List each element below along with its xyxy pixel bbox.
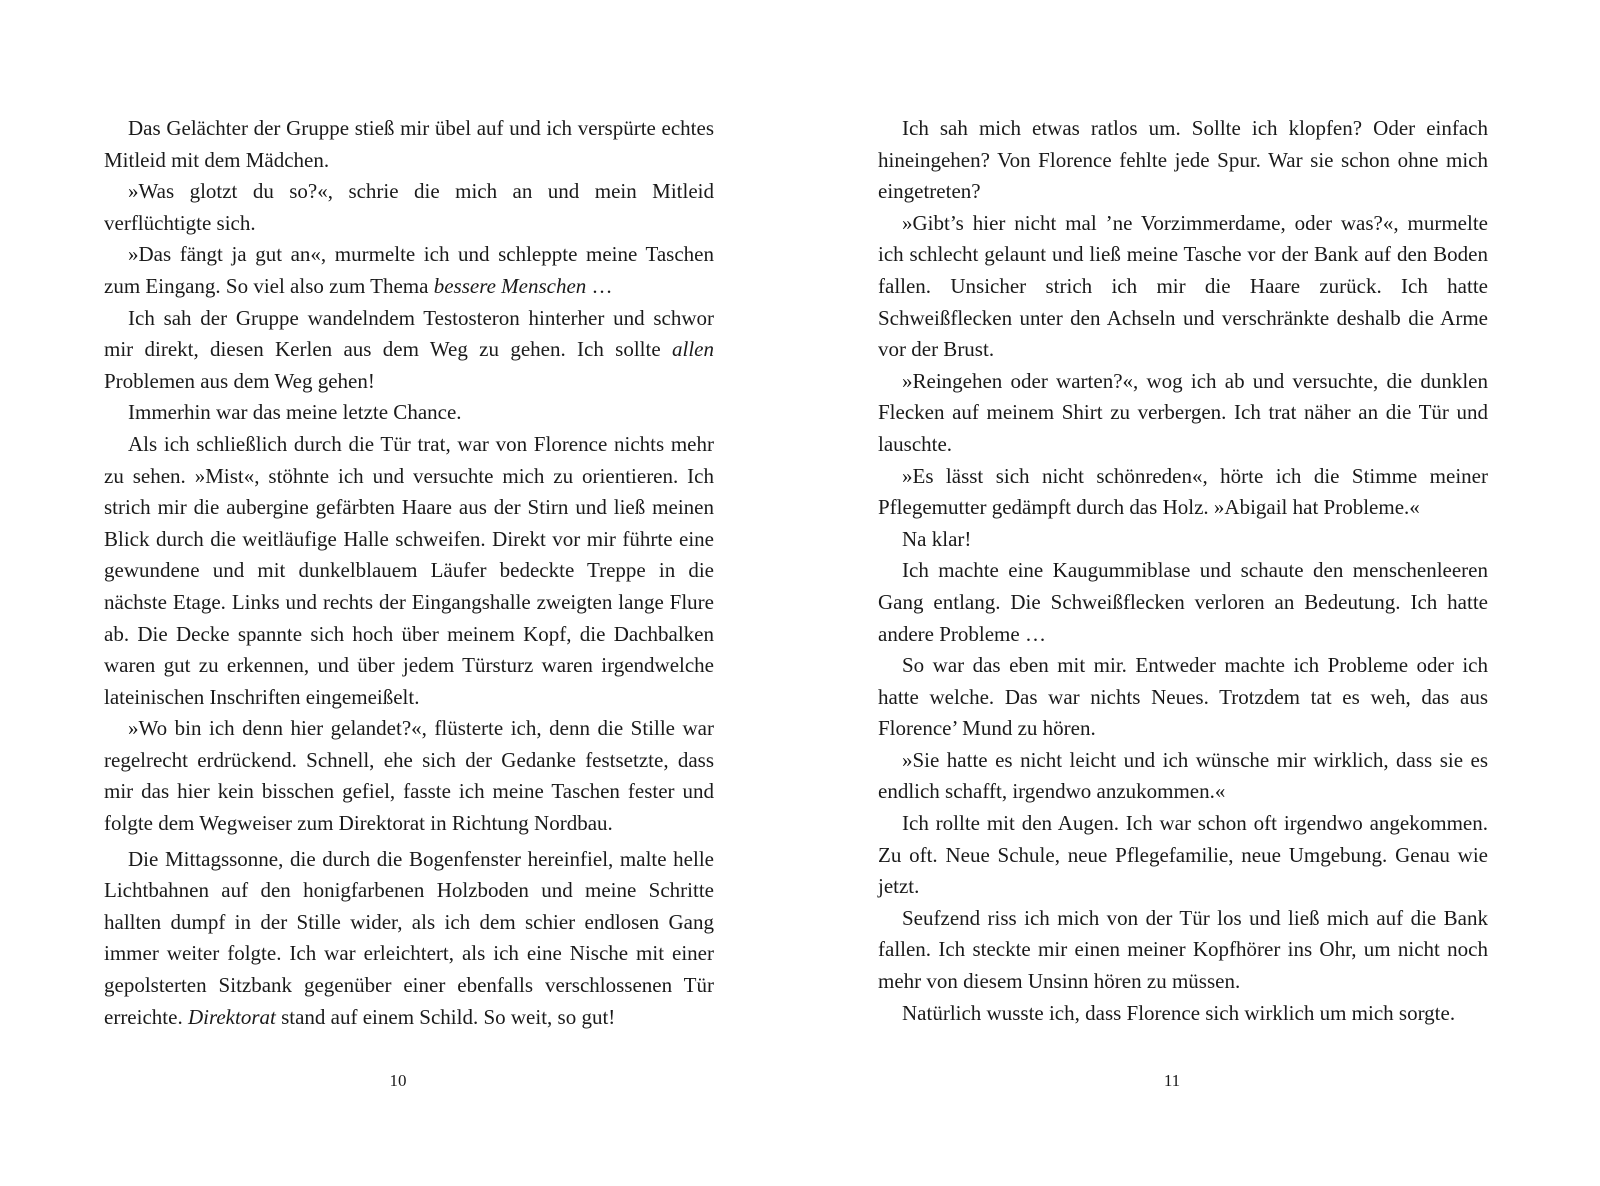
italic-text: allen [672,337,714,362]
paragraph: Die Mittagssonne, die durch die Bogenfenster hereinfiel, malte helle Lichtbahnen auf den honigfarbenen Holzboden und meine Schritte hallten dumpf in der Stille wider, als ich dem schier endlosen Gang immer weiter folgte. Ich war erleichtert, als ich eine Nische mit einer gepolsterten Sitzbank gegenüber einer ebenfalls verschlossenen Tür erreichte. Direktorat stand auf einem Schild. So weit, so gut! [104,846,714,1029]
paragraph: Ich machte eine Kaugummiblase und schaute den menschenleeren Gang entlang. Die Schweißflecken verloren an Bedeutung. Ich hatte andere Probleme … [878,558,1488,646]
paragraph: »Es lässt sich nicht schönreden«, hörte ich die Stimme meiner Pflegemutter gedämpft durch das Holz. »Abigail hat Probleme.« [878,463,1488,520]
paragraph: Ich sah mich etwas ratlos um. Sollte ich klopfen? Oder einfach hineingehen? Von Florence fehlte jede Spur. War sie schon ohne mich eingetreten? [878,116,1488,204]
paragraph: »Wo bin ich denn hier gelandet?«, flüsterte ich, denn die Stille war regelrecht erdrückend. Schnell, ehe sich der Gedanke festsetzte, dass mir das hier kein bisschen gefiel, fasste ich meine Taschen fester und folgte dem Wegweiser zum Direktorat in Richtung Nordbau. [104,716,714,836]
italic-text: bessere Menschen [433,273,587,298]
right-page [800,0,1600,1186]
paragraph: Das Gelächter der Gruppe stieß mir übel auf und ich verspürte echtes Mitleid mit dem Mädchen. [104,116,714,172]
paragraph: »Reingehen oder warten?«, wog ich ab und versuchte, die dunklen Flecken auf meinem Shirt zu verbergen. Ich trat näher an die Tür und lauschte. [878,368,1488,456]
paragraph: »Sie hatte es nicht leicht und ich wünsche mir wirklich, dass sie es endlich schafft, irgendwo anzukommen.« [878,747,1488,804]
paragraph: »Das fängt ja gut an«, murmelte ich und schleppte meine Taschen zum Eingang. So viel also zum Thema bessere Menschen … [104,242,714,298]
paragraph: Immerhin war das meine letzte Chance. [128,400,462,425]
right-page-text [878,113,1488,1029]
page-number: 10 [389,1071,407,1090]
left-page-text [104,113,714,1033]
paragraph: Na klar! [902,526,972,551]
paragraph: Ich rollte mit den Augen. Ich war schon oft irgendwo angekommen. Zu oft. Neue Schule, neue Pflegefamilie, neue Umgebung. Genau wie jetzt. [878,811,1488,899]
paragraph: Ich sah der Gruppe wandelndem Testosteron hinterher und schwor mir direkt, diesen Kerlen aus dem Weg zu gehen. Ich sollte allen Problemen aus dem Weg gehen! [104,305,714,393]
paragraph: Seufzend riss ich mich von der Tür los und ließ mich auf die Bank fallen. Ich steckte mir einen meiner Kopfhörer ins Ohr, um nicht noch mehr von diesem Unsinn hören zu müssen. [878,905,1488,994]
paragraph: Natürlich wusste ich, dass Florence sich wirklich um mich sorgte. [902,1000,1456,1025]
paragraph: »Was glotzt du so?«, schrie die mich an und mein Mitleid verflüchtigte sich. [104,179,714,235]
italic-text: Direktorat [187,1004,276,1029]
paragraph: So war das eben mit mir. Entweder machte ich Probleme oder ich hatte welche. Das war nichts Neues. Trotzdem tat es weh, das aus Florence’ Mund zu hören. [878,653,1488,741]
paragraph: Als ich schließlich durch die Tür trat, war von Florence nichts mehr zu sehen. »Mist«, stöhnte ich und versuchte mich zu orientieren. Ich strich mir die aubergine gefärbten Haare aus der Stirn und ließ meinen Blick durch die weitläufige Halle schweifen. Direkt vor mir führte eine gewundene und mit dunkelblauem Läufer bedeckte Treppe in die nächste Etage. Links und rechts der Eingangshalle zweigten lange Flure ab. Die Decke spannte sich hoch über meinem Kopf, die Dachbalken waren gut zu erkennen, und über jedem Türsturz waren irgendwelche lateinischen Inschriften eingemeißelt. [104,431,714,709]
paragraph: »Gibt’s hier nicht mal ’ne Vorzimmerdame, oder was?«, murmelte ich schlecht gelaunt und ließ meine Tasche vor der Bank auf den Boden fallen. Unsicher strich ich mir die Haare zurück. Ich hatte Schweißflecken unter den Achseln und verschränkte deshalb die Arme vor der Brust. [878,210,1488,362]
page-number: 11 [1163,1071,1181,1090]
